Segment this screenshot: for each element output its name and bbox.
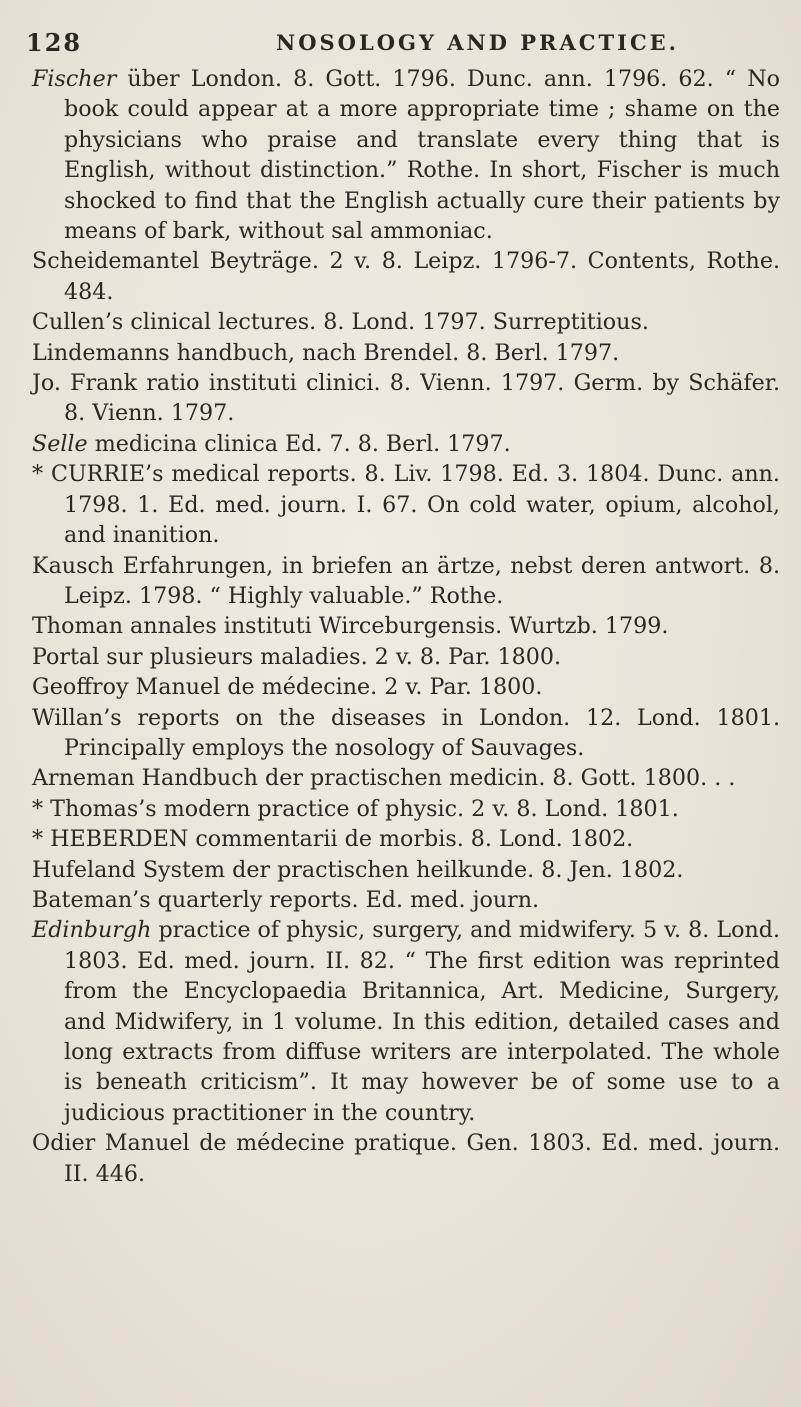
entry-text: Scheidemantel Beyträge. 2 v. 8. Leipz. 1796-7. Contents, Rothe. 484.: [32, 248, 780, 305]
entry-lead: Fischer: [32, 66, 117, 92]
entry-text: Willan’s reports on the diseases in London. 12. Lond. 1801. Principally employs the nosology of Sauvages.: [32, 704, 780, 761]
running-head: [26, 28, 761, 62]
bibliography-entry: [32, 703, 780, 764]
entry-text: Cullen’s clinical lectures. 8. Lond. 1797. Surreptitious.: [32, 309, 649, 336]
entry-text: Portal sur plusieurs maladies. 2 v. 8. Par. 1800.: [32, 643, 562, 670]
bibliography-entry: [32, 885, 780, 915]
bibliography-entry: [32, 611, 780, 641]
bibliography-entry: [32, 368, 780, 429]
bibliography-list: [32, 64, 780, 1189]
running-title: NOSOLOGY AND PRACTICE.: [276, 30, 679, 55]
entry-text: über London. 8. Gott. 1796. Dunc. ann. 1796. 62. “ No book could appear at a more appropriate time ; shame on the physicians who praise and translate every thing that is English, without distinction.” Rothe. In short, Fischer is much shocked to find that the English actually cure their patients by means of bark, without sal ammoniac.: [64, 66, 780, 245]
entry-text: Hufeland System der practischen heilkunde. 8. Jen. 1802.: [32, 856, 684, 883]
entry-text: medicina clinica Ed. 7. 8. Berl. 1797.: [87, 430, 511, 457]
bibliography-entry: [32, 246, 780, 307]
bibliography-entry: [32, 459, 780, 550]
bibliography-entry: [32, 338, 780, 368]
bibliography-entry: [32, 672, 780, 702]
bibliography-entry: [32, 551, 780, 612]
entry-text: Bateman’s quarterly reports. Ed. med. journ.: [32, 886, 540, 913]
bibliography-entry: [32, 763, 780, 793]
entry-text: Thoman annales instituti Wirceburgensis. Wurtzb. 1799.: [32, 613, 669, 640]
entry-text: practice of physic, surgery, and midwifery. 5 v. 8. Lond. 1803. Ed. med. journ. II. 82. “ The first edition was reprinted from the Encyclopaedia Britannica, Art. Medicine, Surgery, and Midwifery, in 1 volume. In this edition, detailed cases and long extracts from diffuse writers are interpolated. The whole is beneath criticism”. It may however be of some use to a judicious practitioner in the country.: [64, 917, 780, 1126]
entry-lead: Edinburgh: [32, 917, 152, 944]
bibliography-entry: [32, 64, 780, 246]
bibliography-entry: [32, 794, 780, 824]
page-number: 128: [26, 28, 83, 57]
entry-text: Kausch Erfahrungen, in briefen an ärtze, nebst deren antwort. 8. Leipz. 1798. “ Highly valuable.” Rothe.: [32, 552, 780, 609]
bibliography-entry: [32, 307, 780, 337]
entry-lead: Selle: [32, 430, 88, 457]
entry-text: Odier Manuel de médecine pratique. Gen. 1803. Ed. med. journ. II. 446.: [32, 1130, 780, 1187]
entry-text: Arneman Handbuch der practischen medicin. 8. Gott. 1800. . .: [32, 765, 736, 792]
entry-text: * Thomas’s modern practice of physic. 2 v. 8. Lond. 1801.: [32, 795, 679, 822]
entry-text: Jo. Frank ratio instituti clinici. 8. Vienn. 1797. Germ. by Schäfer. 8. Vienn. 1797.: [32, 370, 780, 427]
bibliography-entry: [32, 429, 780, 459]
entry-text: Geoffroy Manuel de médecine. 2 v. Par. 1800.: [32, 674, 543, 701]
entry-text: * HEBERDEN commentarii de morbis. 8. Lond. 1802.: [32, 826, 634, 853]
entry-text: Lindemanns handbuch, nach Brendel. 8. Berl. 1797.: [32, 339, 620, 366]
bibliography-entry: [32, 1128, 780, 1189]
bibliography-entry: [32, 915, 780, 1128]
bibliography-entry: [32, 855, 780, 885]
entry-text: * CURRIE’s medical reports. 8. Liv. 1798. Ed. 3. 1804. Dunc. ann. 1798. 1. Ed. med. journ. I. 67. On cold water, opium, alcohol, and inanition.: [32, 461, 780, 549]
bibliography-entry: [32, 642, 780, 672]
bibliography-entry: [32, 824, 780, 854]
